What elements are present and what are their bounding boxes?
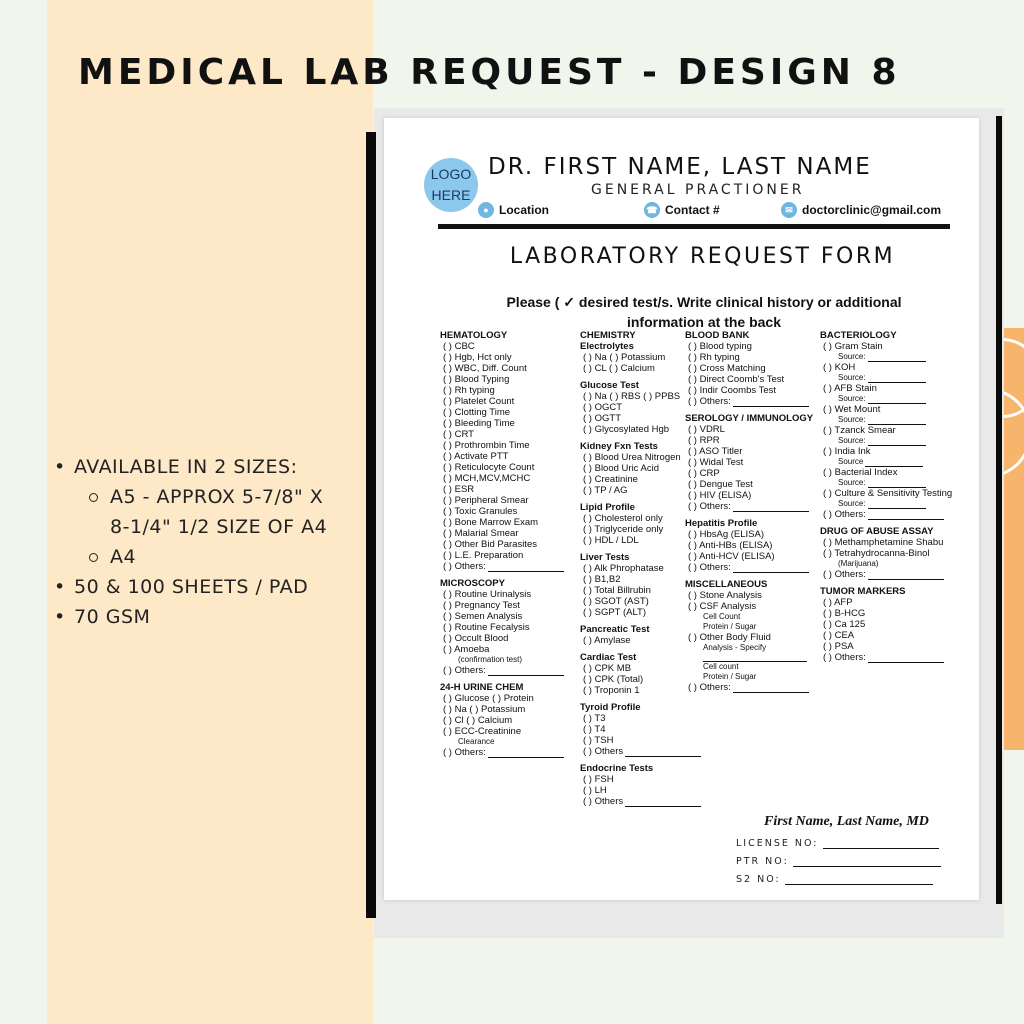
ptr-line: [793, 857, 941, 867]
test-checkbox-item: ( ) CPK (Total): [583, 674, 644, 685]
feature-size-a5-line1: A5 - APPROX 5-7/8" X: [110, 486, 324, 508]
test-checkbox-item: ( ) Indir Coombs Test: [688, 385, 776, 396]
source-field: [820, 373, 952, 383]
section-heading: BACTERIOLOGY: [820, 330, 897, 341]
logo-text-line2: HERE: [431, 187, 471, 203]
test-note: Analysis - Specify: [703, 643, 767, 652]
test-checkbox-item: ( ) Triglyceride only: [583, 524, 664, 535]
test-checkbox-item: ( ) Blood Uric Acid: [583, 463, 660, 474]
license-label: LICENSE NO:: [736, 838, 819, 849]
section-heading: BLOOD BANK: [685, 330, 750, 341]
section-heading: Pancreatic Test: [580, 624, 650, 635]
pad-spine-left: [366, 132, 376, 918]
email-text: doctorclinic@gmail.com: [802, 203, 942, 217]
test-checkbox-item: ( ) Peripheral Smear: [443, 495, 529, 506]
section-heading: MICROSCOPY: [440, 578, 505, 589]
section-heading: Glucose Test: [580, 380, 639, 391]
test-checkbox-item: ( ) OGTT: [583, 413, 621, 424]
others-label: ( ) Others: [583, 746, 624, 757]
source-label: Source: [838, 457, 864, 466]
test-checkbox-item: ( ) AFP: [823, 597, 853, 608]
source-blank-line: [865, 458, 923, 467]
test-checkbox-item: ( ) PSA: [823, 641, 854, 652]
feature-sizes: • AVAILABLE IN 2 SIZES:: [52, 452, 372, 482]
test-checkbox-item: ( ) CSF Analysis: [688, 601, 757, 612]
form-title: LABORATORY REQUEST FORM: [509, 244, 896, 269]
column-2: [580, 330, 701, 807]
test-checkbox-item: ( ) Cl ( ) Calcium: [443, 715, 513, 726]
test-checkbox-item: ( ) Occult Blood: [443, 633, 509, 644]
source-blank-line: [868, 374, 926, 383]
test-checkbox-item: ( ) CRP: [688, 468, 720, 479]
section-heading: TUMOR MARKERS: [820, 586, 906, 597]
test-checkbox-item: ( ) Methamphetamine Shabu: [823, 537, 944, 548]
test-checkbox-item: ( ) Na ( ) RBS ( ) PPBS: [583, 391, 681, 402]
others-label: ( ) Others:: [688, 396, 731, 407]
test-checkbox-item: ( ) Gram Stain: [823, 341, 883, 352]
header-divider: [438, 224, 950, 229]
test-checkbox-item: ( ) Reticulocyte Count: [443, 462, 535, 473]
test-checkbox-item: ( ) Wet Mount: [823, 404, 881, 415]
others-checkbox-item: [820, 652, 952, 663]
source-label: Source:: [838, 436, 866, 445]
test-checkbox-item: ( ) Routine Urinalysis: [443, 589, 532, 600]
section-heading: 24-H URINE CHEM: [440, 682, 524, 693]
section-heading: Liver Tests: [580, 552, 630, 563]
feature-sheets: • 50 & 100 SHEETS / PAD: [52, 572, 372, 602]
features-list: [52, 452, 372, 632]
test-checkbox-item: ( ) Other Bid Parasites: [443, 539, 537, 550]
column-3: [685, 330, 813, 693]
others-blank-line: [733, 398, 809, 407]
feature-size-a5: [52, 482, 372, 542]
location-pin-icon: ●: [478, 202, 494, 218]
test-checkbox-item: ( ) Culture & Sensitivity Testing: [823, 488, 953, 499]
test-checkbox-item: ( ) Bacterial Index: [823, 467, 898, 478]
others-label: ( ) Others:: [688, 682, 731, 693]
specify-blank-line: [703, 653, 807, 662]
test-checkbox-item: ( ) Platelet Count: [443, 396, 515, 407]
source-blank-line: [868, 353, 926, 362]
test-checkbox-item: ( ) VDRL: [688, 424, 725, 435]
others-checkbox-item: [580, 746, 701, 757]
others-blank-line: [488, 563, 564, 572]
logo-text-line1: LOGO: [430, 166, 472, 182]
test-checkbox-item: ( ) Toxic Granules: [443, 506, 518, 517]
others-label: ( ) Others:: [823, 652, 866, 663]
others-checkbox-item: [820, 569, 952, 580]
others-blank-line: [733, 564, 809, 573]
feature-gsm: • 70 GSM: [52, 602, 372, 632]
feature-size-a4: A4: [52, 542, 372, 572]
test-checkbox-item: ( ) B1,B2: [583, 574, 621, 585]
others-blank-line: [868, 654, 944, 663]
source-field: [820, 436, 952, 446]
test-checkbox-item: ( ) OGCT: [583, 402, 623, 413]
section-heading: CHEMISTRY: [580, 330, 636, 341]
column-1: [440, 330, 564, 758]
test-checkbox-item: ( ) Amoeba: [443, 644, 490, 655]
contact-text: Contact #: [665, 203, 720, 217]
license-line: [823, 839, 939, 849]
test-note: Cell Count: [703, 612, 741, 621]
column-4: [820, 330, 952, 663]
section-heading: MISCELLANEOUS: [685, 579, 768, 590]
others-checkbox-item: [580, 796, 701, 807]
test-checkbox-item: ( ) ASO Titler: [688, 446, 743, 457]
test-checkbox-item: ( ) MCH,MCV,MCHC: [443, 473, 531, 484]
test-note: Clearance: [458, 737, 495, 746]
source-label: Source:: [838, 373, 866, 382]
test-checkbox-item: ( ) Dengue Test: [688, 479, 753, 490]
others-label: ( ) Others:: [688, 501, 731, 512]
logo-text: [424, 164, 478, 206]
test-checkbox-item: ( ) CBC: [443, 341, 475, 352]
test-checkbox-item: ( ) SGPT (ALT): [583, 607, 646, 618]
source-label: Source:: [838, 478, 866, 487]
source-blank-line: [868, 395, 926, 404]
section-heading: HEMATOLOGY: [440, 330, 508, 341]
test-checkbox-item: ( ) India Ink: [823, 446, 871, 457]
test-checkbox-item: ( ) Cross Matching: [688, 363, 766, 374]
test-checkbox-item: ( ) L.E. Preparation: [443, 550, 524, 561]
others-label: ( ) Others:: [443, 747, 486, 758]
phone-icon: ☎: [644, 202, 660, 218]
test-checkbox-item: ( ) CL ( ) Calcium: [583, 363, 655, 374]
test-checkbox-item: ( ) HbsAg (ELISA): [688, 529, 765, 540]
test-checkbox-item: ( ) Malarial Smear: [443, 528, 519, 539]
test-checkbox-item: ( ) Clotting Time: [443, 407, 511, 418]
form-instructions: [454, 292, 954, 332]
others-checkbox-item: [440, 747, 564, 758]
test-checkbox-item: ( ) B-HCG: [823, 608, 866, 619]
source-field: [820, 415, 952, 425]
ptr-field: [736, 856, 941, 867]
section-heading: Tyroid Profile: [580, 702, 641, 713]
license-field: [736, 838, 939, 849]
page-headline: MEDICAL LAB REQUEST - DESIGN 8: [78, 52, 901, 93]
section-heading: Hepatitis Profile: [685, 518, 758, 529]
others-blank-line: [733, 503, 809, 512]
test-checkbox-item: ( ) WBC, Diff. Count: [443, 363, 527, 374]
others-blank-line: [868, 511, 944, 520]
feature-size-a5-line2: 8-1/4" 1/2 SIZE OF A4: [110, 516, 328, 538]
source-blank-line: [868, 416, 926, 425]
contact-email: [781, 202, 941, 218]
others-label: ( ) Others: [583, 796, 624, 807]
test-checkbox-item: ( ) Creatinine: [583, 474, 638, 485]
others-blank-line: [625, 798, 701, 807]
test-checkbox-item: ( ) Blood typing: [688, 341, 752, 352]
test-note: Protein / Sugar: [703, 672, 757, 681]
test-checkbox-item: ( ) SGOT (AST): [583, 596, 649, 607]
test-checkbox-item: ( ) Stone Analysis: [688, 590, 762, 601]
contact-phone: [644, 202, 720, 218]
doctor-name: DR. FIRST NAME, LAST NAME: [488, 154, 872, 180]
test-checkbox-item: ( ) Glucose ( ) Protein: [443, 693, 534, 704]
section-heading: Endocrine Tests: [580, 763, 654, 774]
test-checkbox-item: ( ) ESR: [443, 484, 475, 495]
source-field: [820, 478, 952, 488]
others-checkbox-item: [685, 682, 813, 693]
test-checkbox-item: ( ) ECC-Creatinine: [443, 726, 522, 737]
test-checkbox-item: ( ) Rh typing: [688, 352, 740, 363]
test-note: Protein / Sugar: [703, 622, 757, 631]
test-checkbox-item: ( ) RPR: [688, 435, 720, 446]
section-heading: DRUG OF ABUSE ASSAY: [820, 526, 934, 537]
test-checkbox-item: ( ) Semen Analysis: [443, 611, 523, 622]
test-note: (confirmation test): [458, 655, 523, 664]
section-heading: Kidney Fxn Tests: [580, 441, 658, 452]
test-checkbox-item: ( ) Routine Fecalysis: [443, 622, 530, 633]
others-blank-line: [625, 748, 701, 757]
test-checkbox-item: ( ) Bone Marrow Exam: [443, 517, 539, 528]
source-label: Source:: [838, 499, 866, 508]
test-checkbox-item: ( ) Blood Typing: [443, 374, 510, 385]
instruction-line2: information at the back: [626, 314, 782, 330]
email-icon: ✉: [781, 202, 797, 218]
test-checkbox-item: ( ) Prothrombin Time: [443, 440, 530, 451]
source-label: Source:: [838, 352, 866, 361]
others-checkbox-item: [440, 665, 564, 676]
form-page: [384, 118, 979, 900]
others-label: ( ) Others:: [688, 562, 731, 573]
test-checkbox-item: ( ) Pregnancy Test: [443, 600, 520, 611]
source-blank-line: [868, 479, 926, 488]
others-label: ( ) Others:: [443, 561, 486, 572]
test-checkbox-item: ( ) CPK MB: [583, 663, 632, 674]
others-label: ( ) Others:: [443, 665, 486, 676]
test-checkbox-item: ( ) FSH: [583, 774, 614, 785]
others-blank-line: [868, 571, 944, 580]
source-field: [820, 499, 952, 509]
test-checkbox-item: ( ) Anti-HCV (ELISA): [688, 551, 775, 562]
test-checkbox-item: ( ) Anti-HBs (ELISA): [688, 540, 773, 551]
others-blank-line: [488, 667, 564, 676]
test-checkbox-item: ( ) Troponin 1: [583, 685, 640, 696]
test-checkbox-item: ( ) Ca 125: [823, 619, 866, 630]
test-checkbox-item: ( ) Na ( ) Potassium: [583, 352, 666, 363]
others-label: ( ) Others:: [823, 509, 866, 520]
instruction-line1: Please ( ✓ desired test/s. Write clinical history or additional: [506, 294, 902, 310]
test-checkbox-item: ( ) Tetrahydrocanna-Binol: [823, 548, 930, 559]
ptr-label: PTR NO:: [736, 856, 789, 867]
source-blank-line: [868, 437, 926, 446]
others-label: ( ) Others:: [823, 569, 866, 580]
source-field: [820, 352, 952, 362]
test-checkbox-item: ( ) LH: [583, 785, 607, 796]
s2-field: [736, 874, 933, 885]
others-blank-line: [733, 684, 809, 693]
others-checkbox-item: [440, 561, 564, 572]
test-checkbox-item: ( ) Hgb, Hct only: [443, 352, 512, 363]
form-pad-mockup: [356, 102, 1008, 942]
test-checkbox-item: ( ) Direct Coomb's Test: [688, 374, 785, 385]
test-checkbox-item: ( ) Bleeding Time: [443, 418, 515, 429]
test-checkbox-item: ( ) Blood Urea Nitrogen: [583, 452, 681, 463]
test-checkbox-item: ( ) TP / AG: [583, 485, 628, 496]
s2-line: [785, 875, 933, 885]
section-heading: SEROLOGY / IMMUNOLOGY: [685, 413, 814, 424]
s2-label: S2 NO:: [736, 874, 781, 885]
test-checkbox-item: ( ) Amylase: [583, 635, 631, 646]
test-checkbox-item: ( ) Widal Test: [688, 457, 744, 468]
test-checkbox-item: ( ) Other Body Fluid: [688, 632, 771, 643]
test-checkbox-item: ( ) Alk Phrophatase: [583, 563, 664, 574]
location-text: Location: [499, 203, 549, 217]
test-note: Cell count: [703, 662, 739, 671]
pad-spine-right: [996, 116, 1002, 904]
test-checkbox-item: ( ) HDL / LDL: [583, 535, 639, 546]
test-checkbox-item: ( ) Cholesterol only: [583, 513, 663, 524]
others-checkbox-item: [685, 562, 813, 573]
test-checkbox-item: ( ) CRT: [443, 429, 474, 440]
signature-name: First Name, Last Name, MD: [764, 814, 929, 829]
test-checkbox-item: ( ) CEA: [823, 630, 855, 641]
others-checkbox-item: [820, 509, 952, 520]
doctor-title: GENERAL PRACTIONER: [591, 182, 805, 198]
section-heading: Cardiac Test: [580, 652, 637, 663]
test-checkbox-item: ( ) AFB Stain: [823, 383, 877, 394]
others-checkbox-item: [685, 396, 813, 407]
others-checkbox-item: [685, 501, 813, 512]
test-checkbox-item: ( ) KOH: [823, 362, 856, 373]
section-heading: Lipid Profile: [580, 502, 635, 513]
test-checkbox-item: ( ) Activate PTT: [443, 451, 509, 462]
test-checkbox-item: ( ) Total Billrubin: [583, 585, 651, 596]
source-field: [820, 394, 952, 404]
source-label: Source:: [838, 394, 866, 403]
test-checkbox-item: ( ) Tzanck Smear: [823, 425, 896, 436]
test-note: (Marijuana): [838, 559, 879, 568]
test-checkbox-item: ( ) Rh typing: [443, 385, 495, 396]
source-blank-line: [868, 500, 926, 509]
test-checkbox-item: ( ) T4: [583, 724, 606, 735]
others-blank-line: [488, 749, 564, 758]
test-checkbox-item: ( ) HIV (ELISA): [688, 490, 752, 501]
test-checkbox-item: ( ) Na ( ) Potassium: [443, 704, 526, 715]
source-field: [820, 457, 952, 467]
contact-location: [478, 202, 549, 218]
section-heading: Electrolytes: [580, 341, 634, 352]
source-label: Source:: [838, 415, 866, 424]
test-checkbox-item: ( ) TSH: [583, 735, 614, 746]
test-checkbox-item: ( ) T3: [583, 713, 606, 724]
test-checkbox-item: ( ) Glycosylated Hgb: [583, 424, 670, 435]
